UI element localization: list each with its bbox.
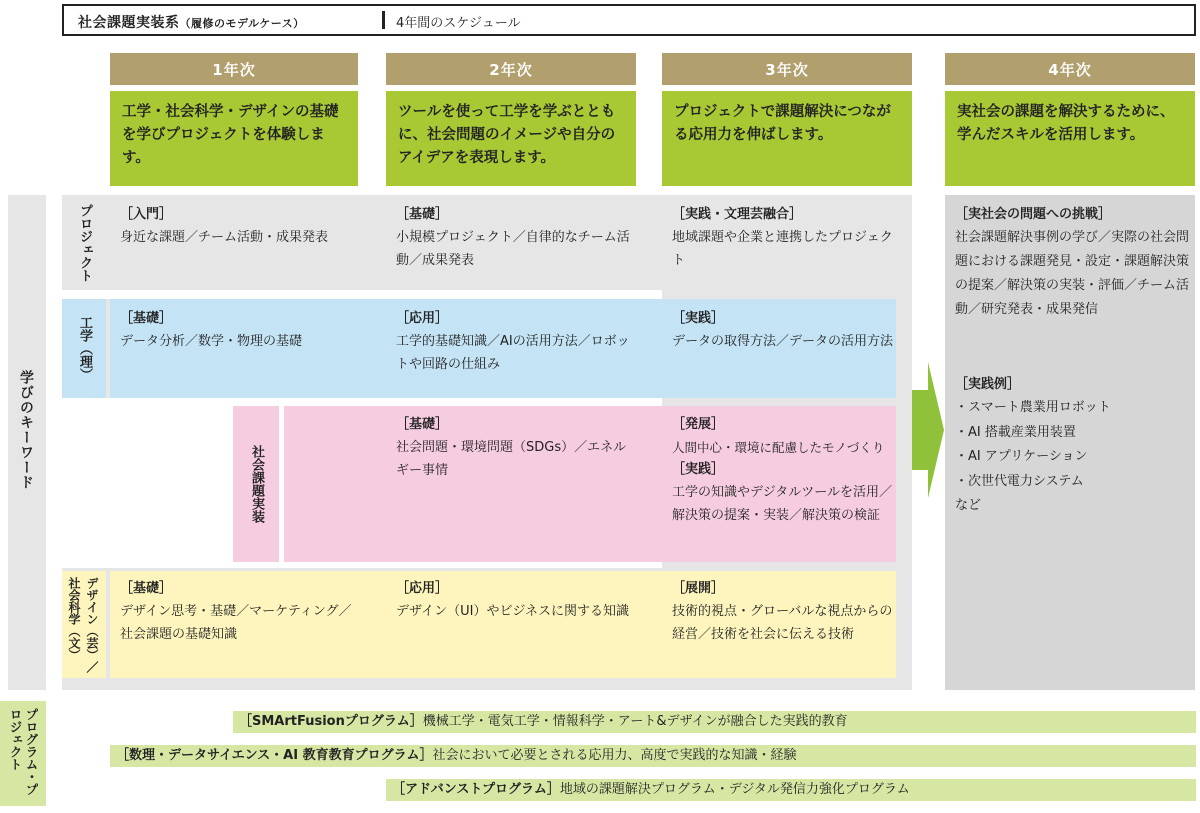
design-y2-cell bbox=[396, 578, 636, 623]
social-y3-head2: ［実践］ bbox=[672, 462, 725, 477]
social-y3-cell bbox=[672, 414, 896, 527]
row-label-project: プロジェクト bbox=[77, 203, 92, 282]
year-2-header: 2年次 bbox=[386, 53, 636, 85]
year-2-goal: ツールを使って工学を学ぶとともに、社会問題のイメージや自分のアイデアを表現します。 bbox=[386, 91, 636, 186]
side-label: 学びのキーワード bbox=[18, 370, 34, 490]
design-y1-body: デザイン思考・基礎／マーケティング／社会課題の基礎知識 bbox=[120, 604, 352, 642]
year-4-examples-head: ［実践例］ bbox=[955, 377, 1021, 392]
page-title: 社会課題実装系（履修のモデルケース） bbox=[78, 15, 305, 31]
engineering-y3-head: ［実践］ bbox=[672, 311, 725, 326]
project-y1-head: ［入門］ bbox=[120, 207, 173, 222]
year-4-header: 4年次 bbox=[945, 53, 1195, 85]
design-y3-head: ［展開］ bbox=[672, 581, 725, 596]
program-item bbox=[386, 779, 1196, 801]
engineering-y2-head: ［応用］ bbox=[396, 311, 449, 326]
year-4-examples bbox=[955, 374, 1191, 519]
year-4-head: ［実社会の問題への挑戦］ bbox=[955, 207, 1112, 222]
year-3-header: 3年次 bbox=[662, 53, 912, 85]
example-item: など bbox=[955, 498, 982, 513]
year-3-goal: プロジェクトで課題解決につながる応用力を伸ばします。 bbox=[662, 91, 912, 186]
social-y2-cell bbox=[396, 414, 636, 482]
social-y2-body: 社会問題・環境問題（SDGs）／エネルギー事情 bbox=[396, 440, 627, 478]
page-subtitle: （履修のモデルケース） bbox=[179, 17, 305, 30]
program-label: プログラム・プロジェクト bbox=[8, 708, 39, 796]
social-y3-body2: 工学の知識やデジタルツールを活用／解決策の提案・実装／解決策の検証 bbox=[672, 485, 892, 523]
social-y3-body: 人間中心・環境に配慮したモノづくり bbox=[672, 440, 885, 455]
design-y1-cell bbox=[120, 578, 355, 646]
program-item bbox=[233, 711, 1196, 733]
year-4-body: 社会課題解決事例の学び／実際の社会問題における課題発見・設定・課題解決策の提案／解決策の実装・評価／チーム活動／研究発表・成果発信 bbox=[955, 230, 1190, 317]
social-y3-head: ［発展］ bbox=[672, 417, 725, 432]
schedule-label: 4年間のスケジュール bbox=[396, 16, 521, 31]
project-y2-head: ［基礎］ bbox=[396, 207, 449, 222]
design-y3-cell bbox=[672, 578, 896, 646]
design-y3-body: 技術的視点・グローバルな視点からの経営／技術を社会に伝える技術 bbox=[672, 604, 893, 642]
year-4-cell bbox=[955, 204, 1191, 322]
row-gap bbox=[62, 290, 662, 299]
engineering-y3-cell bbox=[672, 308, 894, 353]
project-y2-cell bbox=[396, 204, 636, 272]
design-y1-head: ［基礎］ bbox=[120, 581, 173, 596]
row-label-social: 社会課題実装 bbox=[249, 445, 264, 523]
example-item: ・AI アプリケーション bbox=[955, 449, 1088, 464]
engineering-y1-body: データ分析／数学・物理の基礎 bbox=[120, 334, 303, 349]
project-y3-head: ［実践・文理芸融合］ bbox=[672, 207, 803, 222]
title-bar bbox=[62, 4, 1196, 36]
example-item: ・スマート農業用ロボット bbox=[955, 400, 1111, 415]
engineering-y2-body: 工学的基礎知識／AIの活用方法／ロボットや回路の仕組み bbox=[396, 334, 630, 372]
project-y1-cell bbox=[120, 204, 355, 249]
title-divider bbox=[382, 11, 385, 29]
design-y2-body: デザイン（UI）やビジネスに関する知識 bbox=[396, 604, 630, 619]
year-4-goal: 実社会の課題を解決するために、学んだスキルを活用します。 bbox=[945, 91, 1195, 186]
project-y3-body: 地域課題や企業と連携したプロジェクト bbox=[672, 230, 893, 268]
program-item-name: ［数理・データサイエンス・AI 教育教育プログラム］ bbox=[116, 748, 433, 763]
engineering-y2-cell bbox=[396, 308, 636, 376]
arrow-right-icon bbox=[906, 360, 946, 500]
program-item-desc: 機械工学・電気工学・情報科学・アート&デザインが融合した実践的教育 bbox=[422, 714, 848, 729]
year-1-goal: 工学・社会科学・デザインの基礎を学びプロジェクトを体験します。 bbox=[110, 91, 358, 186]
program-item-desc: 地域の課題解決プログラム・デジタル発信力強化プログラム bbox=[559, 782, 910, 797]
year-1-header: 1年次 bbox=[110, 53, 358, 85]
program-item-name: ［SMArtFusionプログラム］ bbox=[239, 714, 423, 729]
example-item: ・AI 搭載産業用装置 bbox=[955, 424, 1076, 440]
project-y3-cell bbox=[672, 204, 894, 272]
project-y2-body: 小規模プロジェクト／自律的なチーム活動／成果発表 bbox=[396, 230, 630, 268]
row-label-design-a: デザイン（芸）／ bbox=[85, 577, 99, 673]
program-item-desc: 社会において必要とされる応用力、高度で実践的な知識・経験 bbox=[432, 748, 797, 763]
design-y2-head: ［応用］ bbox=[396, 581, 449, 596]
row-label-engineering: 工学（理） bbox=[77, 316, 92, 381]
program-item-name: ［アドバンストプログラム］ bbox=[392, 782, 560, 797]
example-item: ・次世代電力システム bbox=[955, 473, 1084, 489]
program-item bbox=[110, 745, 1196, 767]
engineering-y1-cell bbox=[120, 308, 355, 353]
engineering-y3-body: データの取得方法／データの活用方法 bbox=[672, 334, 894, 349]
row-label-design-b: 社会科学（文） bbox=[67, 577, 81, 661]
project-y1-body: 身近な課題／チーム活動・成果発表 bbox=[120, 230, 329, 245]
social-y2-head: ［基礎］ bbox=[396, 417, 449, 432]
engineering-y1-head: ［基礎］ bbox=[120, 311, 173, 326]
